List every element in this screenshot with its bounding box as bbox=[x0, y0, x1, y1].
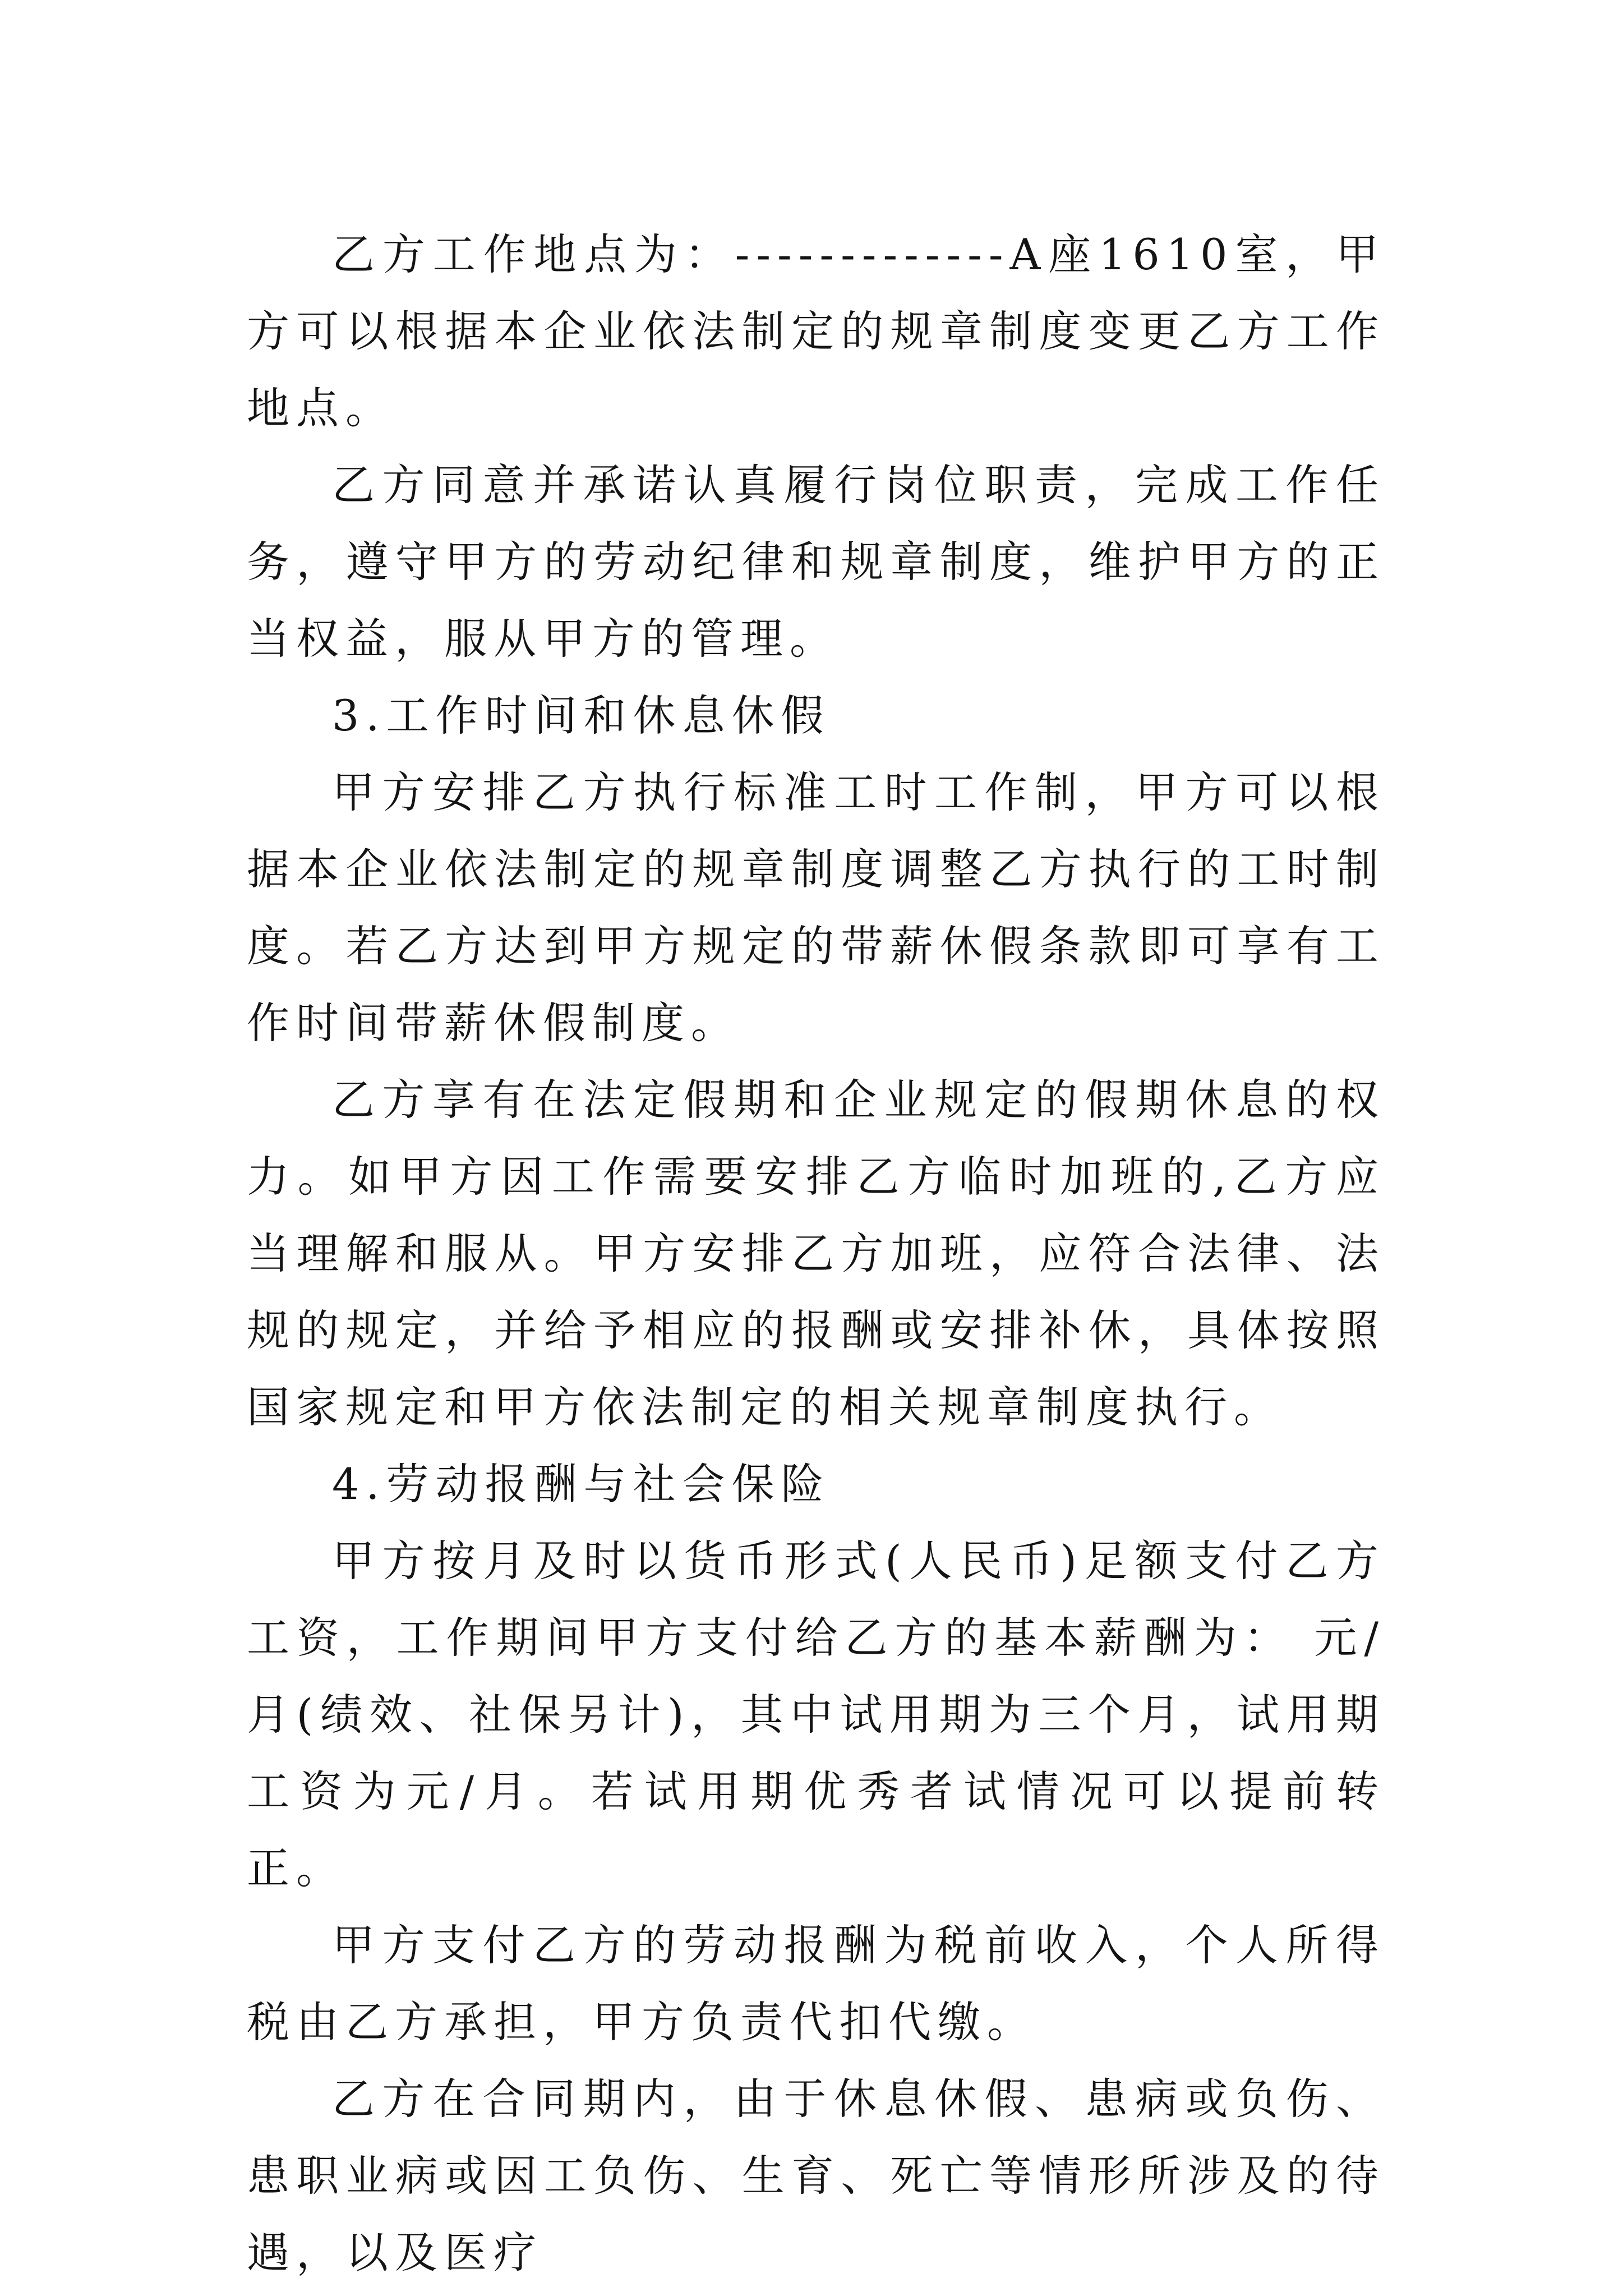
section-heading-compensation: 4.劳动报酬与社会保险 bbox=[332, 1459, 831, 1509]
paragraph-benefits: 乙方在合同期内，由于休息休假、患病或负伤、患职业病或因工负伤、生育、死亡等情形所涉及的待遇，以及医疗 bbox=[247, 2074, 1385, 2277]
document-body bbox=[247, 216, 1385, 2291]
paragraph-work-location: 乙方工作地点为：-------------A座1610室，甲方可以根据本企业依法制定的规章制度变更乙方工作地点。 bbox=[247, 229, 1385, 433]
section-heading-work-hours: 3.工作时间和休息休假 bbox=[332, 691, 831, 740]
paragraph-duties: 乙方同意并承诺认真履行岗位职责，完成工作任务，遵守甲方的劳动纪律和规章制度，维护甲方的正当权益，服从甲方的管理。 bbox=[247, 460, 1385, 664]
paragraph-holidays-overtime: 乙方享有在法定假期和企业规定的假期休息的权力。如甲方因工作需要安排乙方临时加班的,乙方应当理解和服从。甲方安排乙方加班，应符合法律、法规的规定，并给予相应的报酬或安排补休，具体按照国家规定和甲方依法制定的相关规章制度执行。 bbox=[247, 1075, 1385, 1432]
paragraph-work-schedule: 甲方安排乙方执行标准工时工作制，甲方可以根据本企业依法制定的规章制度调整乙方执行的工时制度。若乙方达到甲方规定的带薪休假条款即可享有工作时间带薪休假制度。 bbox=[247, 767, 1385, 1048]
paragraph-salary: 甲方按月及时以货币形式(人民币)足额支付乙方工资，工作期间甲方支付给乙方的基本薪酬为： 元/月(绩效、社保另计)，其中试用期为三个月，试用期工资为元/月。若试用期优秀者试情况可以提前转正。 bbox=[247, 1536, 1385, 1893]
paragraph-tax: 甲方支付乙方的劳动报酬为税前收入，个人所得税由乙方承担，甲方负责代扣代缴。 bbox=[247, 1920, 1385, 2047]
